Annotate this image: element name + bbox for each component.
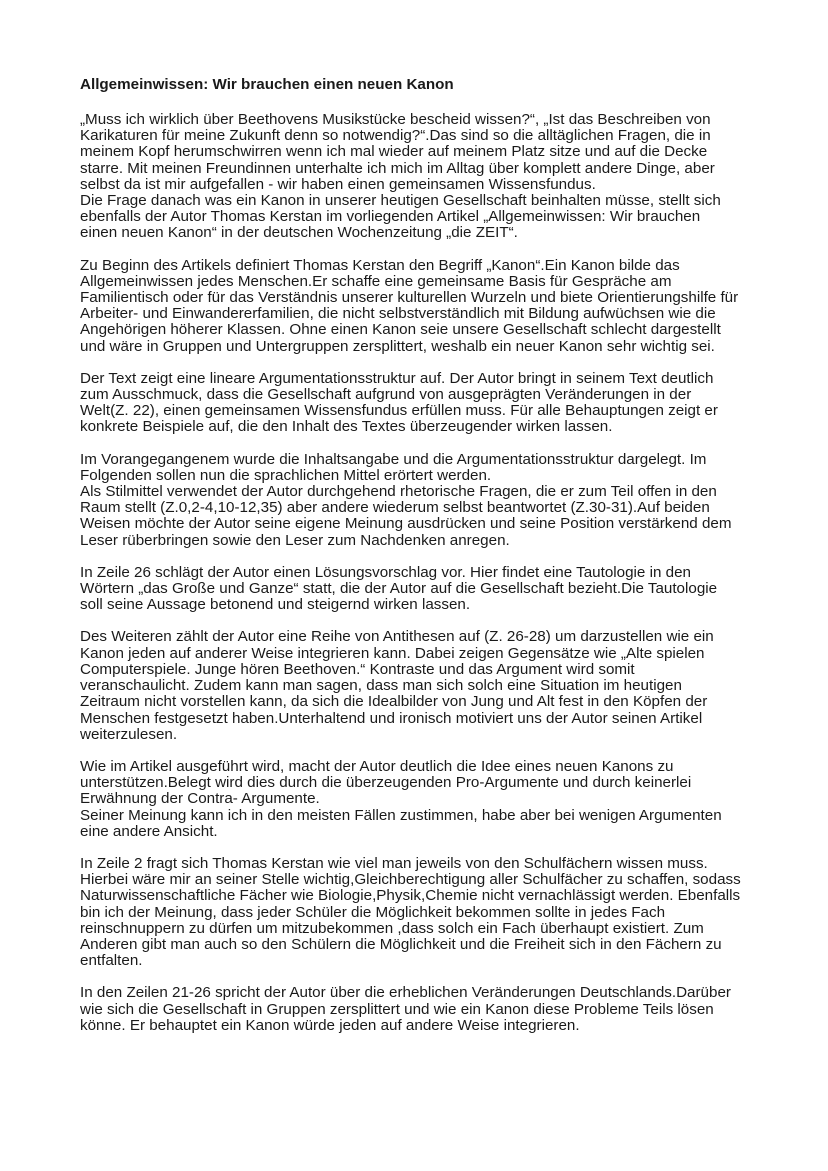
text-line: In den Zeilen 21-26 spricht der Autor über die erheblichen Veränderungen Deutschlands.Darüber — [80, 984, 731, 1002]
text-line: einen neuen Kanon“ in der deutschen Wochenzeitung „die ZEIT“. — [80, 224, 518, 242]
text-line: Als Stilmittel verwendet der Autor durchgehend rhetorische Fragen, die er zum Teil offen in den — [80, 483, 717, 501]
text-line: bin ich der Meinung, dass jeder Schüler die Möglichkeit bekommen sollte in jedes Fach — [80, 903, 666, 921]
text-line: selbst da ist mir aufgefallen - wir haben einen gemeinsamen Wissensfundus. — [80, 175, 596, 193]
text-line: Arbeiter- und Einwandererfamilien, die nicht selbstverständlich mit Bildung aufwüchsen wie die — [80, 305, 716, 323]
text-line: unterstützen.Belegt wird dies durch die überzeugenden Pro-Argumente und durch keinerlei — [80, 774, 692, 792]
text-line: meinem Kopf herumschwirren wenn ich mal wieder auf meinem Platz sitze und auf die Decke — [80, 143, 708, 161]
text-line: Leser rüberbringen sowie den Leser zum Nachdenken anregen. — [80, 531, 510, 549]
text-line: wie sich die Gesellschaft in Gruppen zersplittert und wie ein Kanon diese Probleme Teils lösen — [80, 1000, 714, 1018]
text-line: Kanon jeden auf anderer Weise integrieren kann. Dabei zeigen Gegensätze wie „Alte spielen — [80, 644, 705, 662]
paragraph — [80, 452, 760, 549]
text-line: reinschnuppern zu dürfen um mitzubekommen ,dass solch ein Fach überhaupt existiert. Zum — [80, 919, 704, 937]
paragraph — [80, 371, 760, 436]
text-line: Wörtern „das Große und Ganze“ statt, die der Autor auf die Gesellschaft bezieht.Die Tautologie — [80, 580, 718, 598]
text-line: Seiner Meinung kann ich in den meisten Fällen zustimmen, habe aber bei wenigen Argumenten — [80, 806, 722, 824]
text-line: könne. Er behauptet ein Kanon würde jeden auf andere Weise integrieren. — [80, 1016, 580, 1034]
paragraph — [80, 629, 760, 742]
text-line: Raum stellt (Z.0,2-4,10-12,35) aber andere wiederum selbst beantwortet (Z.30-31).Auf beiden — [80, 499, 710, 517]
text-line: Computerspiele. Junge hören Beethoven.“ Kontraste und das Argument wird somit — [80, 660, 635, 678]
text-line: Der Text zeigt eine lineare Argumentationsstruktur auf. Der Autor bringt in seinem Text deutlich — [80, 369, 714, 387]
paragraph — [80, 258, 760, 355]
text-line: eine andere Ansicht. — [80, 822, 218, 840]
text-line: Angehörigen höherer Klassen. Ohne einen Kanon seie unsere Gesellschaft schlecht dargestellt — [80, 321, 721, 339]
text-line: Zu Beginn des Artikels definiert Thomas Kerstan den Begriff „Kanon“.Ein Kanon bilde das — [80, 256, 680, 274]
text-line: Allgemeinwissen jedes Menschen.Er schaffe eine gemeinsame Basis für Gespräche am — [80, 272, 672, 290]
text-line: weiterzulesen. — [80, 725, 178, 743]
text-line: Karikaturen für meine Zukunft denn so notwendig?“.Das sind so die alltäglichen Fragen, die in — [80, 127, 711, 145]
text-line: ebenfalls der Autor Thomas Kerstan im vorliegenden Artikel „Allgemeinwissen: Wir brauchen — [80, 208, 701, 226]
text-line: In Zeile 2 fragt sich Thomas Kerstan wie viel man jeweils von den Schulfächern wissen muss. — [80, 854, 708, 872]
text-line: starre. Mit meinen Freundinnen unterhalte ich mich im Alltag über komplett andere Dinge, aber — [80, 159, 715, 177]
text-line: In Zeile 26 schlägt der Autor einen Lösungsvorschlag vor. Hier findet eine Tautologie in den — [80, 563, 691, 581]
paragraph — [80, 112, 760, 242]
text-line: Weisen möchte der Autor seine eigene Meinung ausdrücken und seine Position verstärkend dem — [80, 515, 732, 533]
text-line: Welt(Z. 22), einen gemeinsamen Wissensfundus erfüllen muss. Für alle Behauptungen zeigt er — [80, 402, 718, 420]
text-line: Anderen gibt man auch so den Schülern die Möglichkeit und die Freiheit sich in den Fächern zu — [80, 935, 722, 953]
document-body — [80, 112, 760, 1034]
paragraph — [80, 759, 760, 840]
text-line: Menschen festgesetzt haben.Unterhaltend und ironisch motiviert uns der Autor seinen Artikel — [80, 709, 703, 727]
text-line: Erwähnung der Contra- Argumente. — [80, 790, 320, 808]
text-line: veranschaulicht. Zudem kann man sagen, dass man sich solch eine Situation im heutigen — [80, 677, 682, 695]
text-line: Im Vorangegangenem wurde die Inhaltsangabe und die Argumentationsstruktur dargelegt. Im — [80, 450, 707, 468]
text-line: Zeitraum nicht vorstellen kann, da sich die Idealbilder von Jung und Alt fest in den Köpfen der — [80, 693, 708, 711]
paragraph — [80, 565, 760, 614]
text-line: „Muss ich wirklich über Beethovens Musikstücke bescheid wissen?“, „Ist das Beschreiben von — [80, 111, 711, 128]
text-line: zum Ausschmuck, dass die Gesellschaft aufgrund von ausgeprägten Veränderungen in der — [80, 386, 692, 404]
text-line: Naturwissenschaftliche Fächer wie Biologie,Physik,Chemie nicht vernachlässigt werden. Ebenfalls — [80, 887, 741, 905]
paragraph — [80, 985, 760, 1034]
text-line: konkrete Beispiele auf, die den Inhalt des Textes überzeugender wirken lassen. — [80, 418, 613, 436]
text-line: Folgenden sollen nun die sprachlichen Mittel erörtert werden. — [80, 466, 492, 484]
text-line: und wäre in Gruppen und Untergruppen zersplittert, weshalb ein neuer Kanon sehr wichtig sei. — [80, 337, 715, 355]
text-line: Des Weiteren zählt der Autor eine Reihe von Antithesen auf (Z. 26-28) um darzustellen wie ein — [80, 628, 714, 646]
text-line: Hierbei wäre mir an seiner Stelle wichtig,Gleichberechtigung aller Schulfächer zu schaffen, sodass — [80, 871, 741, 889]
text-line: entfalten. — [80, 952, 143, 970]
paragraph — [80, 856, 760, 969]
text-line: Die Frage danach was ein Kanon in unserer heutigen Gesellschaft beinhalten müsse, stellt sich — [80, 192, 721, 210]
text-line: Wie im Artikel ausgeführt wird, macht der Autor deutlich die Idee eines neuen Kanons zu — [80, 757, 674, 775]
document-title: Allgemeinwissen: Wir brauchen einen neuen Kanon — [80, 76, 454, 93]
document-page — [80, 76, 760, 1050]
text-line: Familientisch oder für das Verständnis unserer kulturellen Wurzeln und biete Orientierungshilfe für — [80, 289, 739, 307]
text-line: soll seine Aussage betonend und steigernd wirken lassen. — [80, 596, 471, 614]
